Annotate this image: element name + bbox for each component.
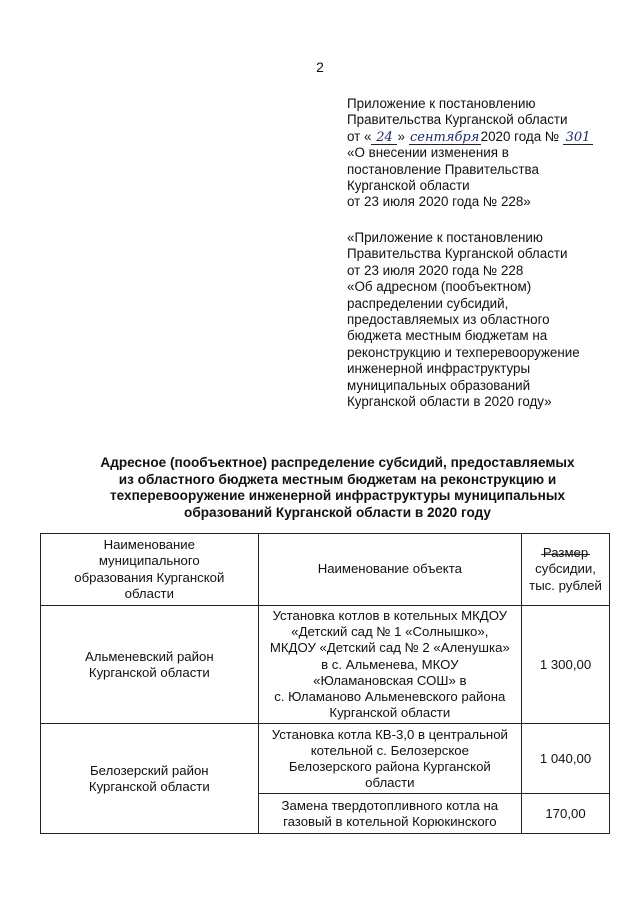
header-amount: Размер субсидии, тыс. рублей bbox=[522, 534, 610, 606]
cell-object: Замена твердотопливного котла на газовый в котельной Корюкинского bbox=[258, 794, 521, 834]
cell-municipality: Белозерский район Курганской области bbox=[41, 724, 259, 834]
appendix-line: Курганской области в 2020 году» bbox=[347, 394, 552, 410]
handwritten-number: 301 bbox=[563, 132, 593, 145]
table-row bbox=[41, 724, 610, 794]
handwritten-day: 24 bbox=[371, 132, 397, 145]
subsidies-table bbox=[40, 533, 610, 834]
appendix-line: инженерной инфраструктуры bbox=[347, 361, 531, 377]
appendix-original-resolution bbox=[347, 230, 609, 410]
appendix-line: Курганской области bbox=[347, 178, 470, 194]
appendix-date-line bbox=[347, 129, 609, 145]
appendix-line: постановление Правительства bbox=[347, 161, 539, 177]
table-header-row bbox=[41, 534, 610, 606]
appendix-line: Приложение к постановлению bbox=[347, 96, 536, 111]
appendix-line: «Приложение к постановлению bbox=[347, 230, 543, 245]
header-municipality: Наименование муниципального образования Курганской области bbox=[41, 534, 259, 606]
table-row bbox=[41, 606, 610, 724]
date-quote: » bbox=[397, 128, 405, 144]
appendix-line: Правительства Курганской области bbox=[347, 112, 568, 128]
appendix-line: от 23 июля 2020 года № 228 bbox=[347, 262, 524, 278]
title-line: образований Курганской области в 2020 году bbox=[184, 504, 491, 520]
page-number: 2 bbox=[316, 59, 324, 75]
cell-object: Установка котла КВ-3,0 в центральной котельной с. Белозерское Белозерского района Курганской области bbox=[258, 724, 521, 794]
cell-municipality: Альменевский район Курганской области bbox=[41, 606, 259, 724]
appendix-line: Правительства Курганской области bbox=[347, 246, 568, 262]
appendix-line: распределении субсидий, bbox=[347, 295, 509, 311]
cell-amount: 1 040,00 bbox=[522, 724, 610, 794]
appendix-line: предоставляемых из областного bbox=[347, 312, 550, 328]
appendix-current-resolution bbox=[347, 96, 609, 211]
cell-amount: 170,00 bbox=[522, 794, 610, 834]
header-amount-word: Размер bbox=[542, 545, 589, 561]
appendix-line: «О внесении изменения в bbox=[347, 145, 509, 161]
appendix-line: от 23 июля 2020 года № 228» bbox=[347, 194, 531, 210]
appendix-line: муниципальных образований bbox=[347, 377, 531, 393]
cell-object: Установка котлов в котельных МКДОУ «Детский сад № 1 «Солнышко», МКДОУ «Детский сад № 2 «Аленушка» в с. Альменева, МКОУ «Юламановская СОШ» в с. Юламаново Альменевского района Курганской области bbox=[258, 606, 521, 724]
cell-amount: 1 300,00 bbox=[522, 606, 610, 724]
date-year: 2020 года № bbox=[480, 128, 560, 144]
title-line: Адресное (пообъектное) распределение субсидий, предоставляемых bbox=[100, 455, 575, 470]
header-object: Наименование объекта bbox=[258, 534, 521, 606]
appendix-line: бюджета местным бюджетам на bbox=[347, 328, 548, 344]
title-line: из областного бюджета местным бюджетам на реконструкцию и bbox=[118, 471, 557, 487]
title-line: техперевооружение инженерной инфраструктуры муниципальных bbox=[109, 488, 566, 504]
date-prefix: от « bbox=[347, 128, 372, 144]
handwritten-month: сентября bbox=[409, 129, 480, 145]
document-title bbox=[70, 455, 605, 521]
appendix-line: «Об адресном (пообъектном) bbox=[347, 279, 532, 295]
appendix-line: реконструкцию и техперевооружение bbox=[347, 344, 580, 360]
